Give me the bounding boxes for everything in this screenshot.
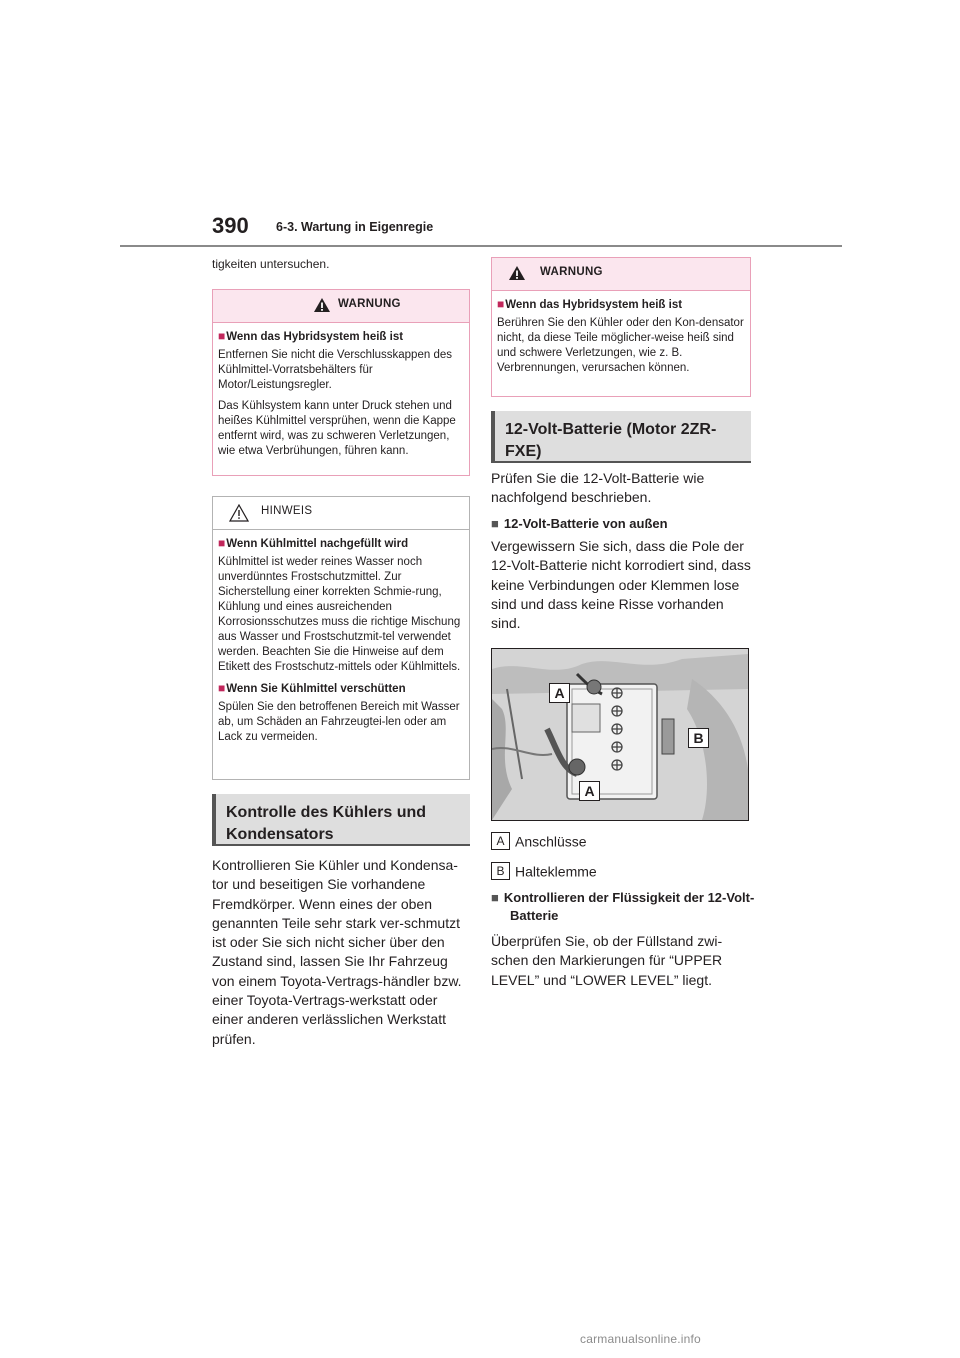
notice-box-header bbox=[213, 497, 469, 530]
battery-fluid-text: Überprüfen Sie, ob der Füllstand zwi-schen den Markierungen für “UPPER LEVEL” und “LOWER LEVEL” liegt. bbox=[491, 933, 723, 988]
warning-box-header bbox=[492, 258, 750, 291]
notice-label: HINWEIS bbox=[261, 505, 313, 517]
notice-subheading-2: ■Wenn Sie Kühlmittel verschütten bbox=[218, 681, 406, 695]
intro-text: tigkeiten untersuchen. bbox=[212, 257, 330, 271]
legend-label-b: Halteklemme bbox=[515, 863, 597, 880]
legend-row-b bbox=[491, 861, 597, 880]
legend-key-b: B bbox=[491, 862, 510, 880]
caution-triangle-icon bbox=[229, 504, 249, 522]
warning-subheading: ■Wenn das Hybridsystem heiß ist bbox=[497, 297, 683, 311]
battery-intro-text: Prüfen Sie die 12-Volt-Batterie wie nachfolgend beschrieben. bbox=[491, 470, 705, 506]
warning-box-right bbox=[491, 257, 751, 397]
battery-exterior-text: Vergewissern Sie sich, dass die Pole der 12-Volt-Batterie nicht korrodiert sind, dass keine Verbindungen oder Klemmen lose sind und dass keine Risse vorhanden sind. bbox=[491, 538, 751, 632]
warning-label: WARNUNG bbox=[338, 298, 401, 310]
warning-triangle-icon bbox=[313, 297, 331, 313]
warning-label: WARNUNG bbox=[540, 266, 603, 278]
legend-key-a: A bbox=[491, 832, 510, 850]
section-heading-radiator: Kontrolle des Kühlers und Kondensators bbox=[212, 794, 470, 846]
notice-paragraph-1: Kühlmittel ist weder reines Wasser noch unverdünntes Frostschutzmittel. Zur Sicherstellung einer korrekten Schmie-rung, Kühlung und eines ausreichenden Korrosionsschutzes muss die richtige Mischung aus Wasser und Frostschutzmit-tel verwendet werden. Beachten Sie die Hinweise auf dem Etikett des Frostschutz-mittels oder Kühlmittels. bbox=[218, 556, 461, 673]
warning-paragraph: Berühren Sie den Kühler oder den Kon-densator nicht, da diese Teile möglicher-weise heiß sind und schwere Verletzungen, wie z. B. Verbrennungen, verursachen können. bbox=[497, 317, 744, 374]
square-bullet-icon: ■ bbox=[218, 681, 226, 695]
warning-box-header bbox=[213, 290, 469, 323]
watermark: carmanualsonline.info bbox=[580, 1332, 701, 1346]
callout-a-bottom: A bbox=[579, 781, 600, 801]
notice-paragraph-2: Spülen Sie den betroffenen Bereich mit Wasser ab, um Schäden an Fahrzeugtei-len oder am Lack zu vermeiden. bbox=[218, 701, 460, 743]
bullet-battery-fluid: ■ Kontrollieren der Flüssigkeit der 12-Volt-Batterie bbox=[491, 890, 755, 923]
warning-paragraph-2: Das Kühlsystem kann unter Druck stehen und heißes Kühlmittel versprühen, wenn die Kappe entfernt wird, was zu schweren Verletzungen, wie etwa Verbrühungen, führen kann. bbox=[218, 400, 456, 457]
square-bullet-icon: ■ bbox=[491, 890, 499, 905]
radiator-body-text: Kontrollieren Sie Kühler und Kondensa-tor und beseitigen Sie vorhandene Fremdkörper. Wenn eines der oben genannten Teile sehr stark ver-schmutzt ist oder Sie sich nicht sicher über den Zustand sind, lassen Sie Ihr Fahrzeug von einem Toyota-Vertrags-händler bzw. einer Toyota-Vertrags-werkstatt oder einer anderen verlässlichen Werkstatt prüfen. bbox=[212, 857, 462, 1047]
warning-triangle-icon bbox=[508, 265, 526, 281]
header-rule bbox=[120, 245, 842, 247]
warning-subheading: ■Wenn das Hybridsystem heiß ist bbox=[218, 329, 404, 343]
legend-row-a bbox=[491, 831, 587, 850]
warning-paragraph-1: Entfernen Sie nicht die Verschlusskappen des Kühlmittel-Vorratsbehälters für Motor/Leistungsregler. bbox=[218, 349, 452, 391]
callout-a-top: A bbox=[549, 683, 570, 703]
notice-box bbox=[212, 496, 470, 780]
callout-b: B bbox=[688, 728, 709, 748]
legend-label-a: Anschlüsse bbox=[515, 833, 587, 850]
page-number: 390 bbox=[212, 213, 249, 238]
engine-bay-illustration bbox=[492, 649, 748, 820]
square-bullet-icon: ■ bbox=[218, 329, 226, 343]
battery-figure bbox=[491, 648, 749, 821]
square-bullet-icon: ■ bbox=[497, 297, 505, 311]
bullet-battery-exterior: ■ 12-Volt-Batterie von außen bbox=[491, 516, 668, 531]
section-heading-battery: 12-Volt-Batterie (Motor 2ZR-FXE) bbox=[491, 411, 751, 463]
section-title: 6-3. Wartung in Eigenregie bbox=[276, 220, 434, 234]
square-bullet-icon: ■ bbox=[218, 536, 226, 550]
warning-box-left bbox=[212, 289, 470, 476]
square-bullet-icon: ■ bbox=[491, 516, 499, 531]
notice-subheading-1: ■Wenn Kühlmittel nachgefüllt wird bbox=[218, 536, 409, 550]
